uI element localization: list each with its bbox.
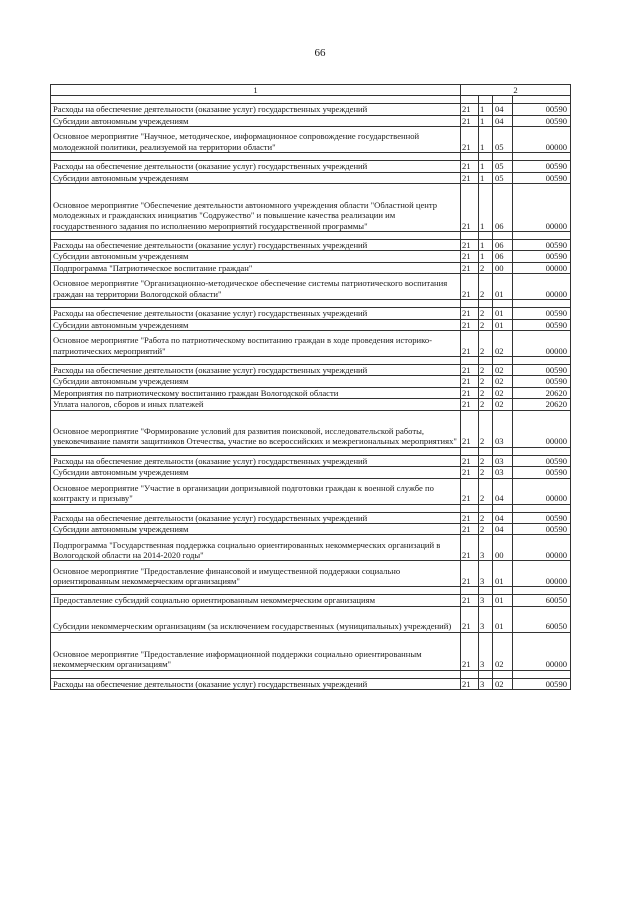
row-description: Основное мероприятие "Научное, методическое, информационное сопровождение государственной молодежной политики, реализуемой на территории области"	[51, 127, 461, 153]
row-code-c: 05	[493, 127, 513, 153]
row-code-a: 21	[461, 606, 479, 632]
row-code-a: 21	[461, 274, 479, 300]
row-code-c	[493, 153, 513, 161]
row-code-d: 00000	[513, 184, 571, 232]
row-code-c: 00	[493, 535, 513, 561]
row-code-c: 03	[493, 410, 513, 447]
row-description: Основное мероприятие "Организационно-методическое обеспечение системы патриотического воспитания граждан на территории Вологодской области"	[51, 274, 461, 300]
row-code-b	[479, 447, 493, 455]
row-code-c	[493, 587, 513, 595]
table-row	[51, 447, 571, 455]
table-row	[51, 595, 571, 606]
row-code-d: 00590	[513, 365, 571, 376]
row-code-c: 05	[493, 161, 513, 172]
row-code-b: 3	[479, 561, 493, 587]
row-code-a: 21	[461, 595, 479, 606]
row-code-a	[461, 96, 479, 104]
row-code-b	[479, 232, 493, 240]
row-code-d: 00590	[513, 319, 571, 330]
row-code-d	[513, 153, 571, 161]
row-code-d	[513, 96, 571, 104]
row-code-a: 21	[461, 161, 479, 172]
row-code-d: 00590	[513, 376, 571, 387]
table-row	[51, 670, 571, 678]
row-description: Субсидии некоммерческим организациям (за исключением государственных (муниципальных) учреждений)	[51, 606, 461, 632]
table-row	[51, 632, 571, 670]
row-description: Основное мероприятие "Предоставление финансовой и имущественной поддержки социально ориентированным некоммерческим организациям"	[51, 561, 461, 587]
row-description	[51, 670, 461, 678]
table-row	[51, 357, 571, 365]
row-code-c	[493, 670, 513, 678]
row-code-b: 3	[479, 632, 493, 670]
row-code-a: 21	[461, 262, 479, 273]
row-code-a: 21	[461, 365, 479, 376]
row-code-b: 2	[479, 387, 493, 398]
row-code-b	[479, 357, 493, 365]
row-code-b	[479, 670, 493, 678]
row-code-c: 06	[493, 240, 513, 251]
row-code-b: 2	[479, 308, 493, 319]
header-col-1: 1	[51, 85, 461, 96]
table-row	[51, 365, 571, 376]
row-code-b: 1	[479, 184, 493, 232]
row-code-d: 00000	[513, 262, 571, 273]
row-code-b: 2	[479, 410, 493, 447]
row-code-c: 02	[493, 678, 513, 689]
table-row	[51, 399, 571, 410]
row-code-c: 00	[493, 262, 513, 273]
row-code-c: 01	[493, 319, 513, 330]
row-code-a	[461, 357, 479, 365]
row-description: Субсидии автономным учреждениям	[51, 115, 461, 126]
row-code-a	[461, 670, 479, 678]
row-code-c: 06	[493, 251, 513, 262]
row-code-c: 04	[493, 115, 513, 126]
row-code-d: 60050	[513, 595, 571, 606]
row-description: Расходы на обеспечение деятельности (оказание услуг) государственных учреждений	[51, 240, 461, 251]
table-row	[51, 535, 571, 561]
row-description: Субсидии автономным учреждениям	[51, 251, 461, 262]
table-row	[51, 512, 571, 523]
row-code-b: 2	[479, 455, 493, 466]
page-number: 66	[314, 47, 326, 59]
row-code-b: 2	[479, 262, 493, 273]
row-code-a: 21	[461, 308, 479, 319]
row-code-c: 01	[493, 308, 513, 319]
row-code-b	[479, 153, 493, 161]
row-code-a: 21	[461, 331, 479, 357]
table-row	[51, 606, 571, 632]
table-row	[51, 115, 571, 126]
row-code-d: 00590	[513, 104, 571, 115]
row-description: Субсидии автономным учреждениям	[51, 523, 461, 534]
row-description: Расходы на обеспечение деятельности (оказание услуг) государственных учреждений	[51, 455, 461, 466]
row-code-b: 2	[479, 512, 493, 523]
row-code-c: 05	[493, 172, 513, 183]
row-description	[51, 357, 461, 365]
row-code-d: 00590	[513, 455, 571, 466]
row-code-b: 2	[479, 365, 493, 376]
row-description: Субсидии автономным учреждениям	[51, 319, 461, 330]
table-row	[51, 376, 571, 387]
row-code-b: 1	[479, 161, 493, 172]
row-code-d: 00590	[513, 523, 571, 534]
row-code-c: 02	[493, 331, 513, 357]
row-code-a: 21	[461, 127, 479, 153]
row-code-c: 02	[493, 632, 513, 670]
row-code-a: 21	[461, 184, 479, 232]
row-code-c: 06	[493, 184, 513, 232]
row-code-a: 21	[461, 467, 479, 478]
row-code-d: 00590	[513, 240, 571, 251]
row-code-b: 3	[479, 678, 493, 689]
row-code-b: 1	[479, 127, 493, 153]
row-code-a: 21	[461, 104, 479, 115]
row-code-a	[461, 232, 479, 240]
row-code-b: 3	[479, 606, 493, 632]
row-description	[51, 447, 461, 455]
row-code-b: 3	[479, 595, 493, 606]
row-code-c: 04	[493, 523, 513, 534]
row-code-b: 1	[479, 115, 493, 126]
row-code-b: 2	[479, 331, 493, 357]
row-description	[51, 232, 461, 240]
row-code-b: 2	[479, 319, 493, 330]
row-code-c: 03	[493, 455, 513, 466]
row-code-a: 21	[461, 561, 479, 587]
row-code-a: 21	[461, 319, 479, 330]
row-code-d: 00590	[513, 115, 571, 126]
row-code-c: 04	[493, 478, 513, 504]
row-code-d: 00000	[513, 561, 571, 587]
row-code-b: 2	[479, 467, 493, 478]
row-code-d: 00000	[513, 331, 571, 357]
table-row	[51, 153, 571, 161]
table-row	[51, 240, 571, 251]
row-code-d: 00000	[513, 478, 571, 504]
row-description: Субсидии автономным учреждениям	[51, 376, 461, 387]
row-description: Субсидии автономным учреждениям	[51, 172, 461, 183]
table-row	[51, 127, 571, 153]
table-row	[51, 678, 571, 689]
row-code-d: 00590	[513, 172, 571, 183]
table-row	[51, 308, 571, 319]
table-header-row	[51, 85, 571, 96]
row-code-c: 02	[493, 365, 513, 376]
row-code-a: 21	[461, 455, 479, 466]
row-code-d	[513, 232, 571, 240]
row-code-b: 3	[479, 535, 493, 561]
row-code-b	[479, 300, 493, 308]
row-description: Уплата налогов, сборов и иных платежей	[51, 399, 461, 410]
row-code-a: 21	[461, 399, 479, 410]
table-row	[51, 504, 571, 512]
row-code-a: 21	[461, 240, 479, 251]
row-description: Основное мероприятие "Предоставление информационной поддержки социально ориентированным некоммерческим организациям"	[51, 632, 461, 670]
row-description: Расходы на обеспечение деятельности (оказание услуг) государственных учреждений	[51, 678, 461, 689]
table-body	[51, 96, 571, 690]
row-code-d: 00590	[513, 467, 571, 478]
row-code-c: 02	[493, 387, 513, 398]
row-description: Основное мероприятие "Работа по патриотическому воспитанию граждан в ходе проведения историко-патриотических мероприятий"	[51, 331, 461, 357]
row-description	[51, 300, 461, 308]
row-code-d: 00590	[513, 308, 571, 319]
table-row	[51, 387, 571, 398]
row-code-c	[493, 232, 513, 240]
row-code-c	[493, 504, 513, 512]
row-code-c: 01	[493, 561, 513, 587]
row-code-b: 1	[479, 240, 493, 251]
row-code-a: 21	[461, 535, 479, 561]
row-code-c	[493, 300, 513, 308]
row-code-d	[513, 447, 571, 455]
table-row	[51, 331, 571, 357]
table-row	[51, 172, 571, 183]
row-code-c	[493, 357, 513, 365]
row-code-c: 04	[493, 104, 513, 115]
row-code-c	[493, 96, 513, 104]
table-row	[51, 319, 571, 330]
row-description: Расходы на обеспечение деятельности (оказание услуг) государственных учреждений	[51, 365, 461, 376]
table-row	[51, 523, 571, 534]
row-code-a: 21	[461, 251, 479, 262]
row-code-d: 20620	[513, 399, 571, 410]
row-code-a	[461, 300, 479, 308]
row-code-c: 02	[493, 376, 513, 387]
row-code-d: 00000	[513, 632, 571, 670]
row-code-d: 00000	[513, 127, 571, 153]
row-code-d	[513, 587, 571, 595]
row-code-a	[461, 447, 479, 455]
row-code-d	[513, 670, 571, 678]
table-row	[51, 478, 571, 504]
table-row	[51, 232, 571, 240]
row-description	[51, 153, 461, 161]
row-code-c: 03	[493, 467, 513, 478]
table-row	[51, 455, 571, 466]
row-code-b: 1	[479, 251, 493, 262]
row-code-b: 1	[479, 104, 493, 115]
table-row	[51, 96, 571, 104]
table-row	[51, 161, 571, 172]
row-code-a	[461, 504, 479, 512]
row-code-b: 1	[479, 172, 493, 183]
row-description: Расходы на обеспечение деятельности (оказание услуг) государственных учреждений	[51, 104, 461, 115]
row-code-b: 2	[479, 376, 493, 387]
row-code-a	[461, 153, 479, 161]
row-code-d	[513, 300, 571, 308]
row-code-d	[513, 504, 571, 512]
row-code-d: 60050	[513, 606, 571, 632]
header-col-2: 2	[461, 85, 571, 96]
row-description: Расходы на обеспечение деятельности (оказание услуг) государственных учреждений	[51, 308, 461, 319]
table-row	[51, 467, 571, 478]
row-description: Основное мероприятие "Обеспечение деятельности автономного учреждения области "Областной центр молодежных и гражданских инициатив "Содружество" и повышение качества реализации им государственного задания по исполнению мероприятий государственной программы"	[51, 184, 461, 232]
row-code-a: 21	[461, 410, 479, 447]
table-row	[51, 410, 571, 447]
row-description: Расходы на обеспечение деятельности (оказание услуг) государственных учреждений	[51, 512, 461, 523]
row-code-c: 02	[493, 399, 513, 410]
row-description: Мероприятия по патриотическому воспитанию граждан Вологодской области	[51, 387, 461, 398]
row-description: Основное мероприятие "Участие в организации допризывной подготовки граждан к военной службе по контракту и призыву"	[51, 478, 461, 504]
row-description: Основное мероприятие "Формирование условий для развития поисковой, исследовательской работы, увековечивание памяти защитников Отечества, участие во всероссийских и межрегиональных мероприятиях"	[51, 410, 461, 447]
row-description	[51, 587, 461, 595]
row-code-b: 2	[479, 274, 493, 300]
table-row	[51, 300, 571, 308]
row-code-d: 00000	[513, 274, 571, 300]
row-code-a: 21	[461, 172, 479, 183]
row-code-d: 00000	[513, 410, 571, 447]
row-description: Подпрограмма "Государственная поддержка социально ориентированных некоммерческих организаций в Вологодской области на 2014-2020 годы"	[51, 535, 461, 561]
row-code-d: 00590	[513, 251, 571, 262]
row-code-a: 21	[461, 523, 479, 534]
row-code-a: 21	[461, 632, 479, 670]
row-code-c: 04	[493, 512, 513, 523]
row-description: Подпрограмма "Патриотическое воспитание граждан"	[51, 262, 461, 273]
row-code-d: 00000	[513, 535, 571, 561]
row-code-b	[479, 96, 493, 104]
row-code-d: 00590	[513, 512, 571, 523]
row-code-b: 2	[479, 399, 493, 410]
table-row	[51, 184, 571, 232]
row-code-d: 20620	[513, 387, 571, 398]
row-code-b	[479, 587, 493, 595]
row-code-a: 21	[461, 512, 479, 523]
row-code-a	[461, 587, 479, 595]
table-row	[51, 251, 571, 262]
row-code-c: 01	[493, 274, 513, 300]
table-row	[51, 587, 571, 595]
row-code-a: 21	[461, 376, 479, 387]
row-description: Субсидии автономным учреждениям	[51, 467, 461, 478]
row-code-d: 00590	[513, 678, 571, 689]
row-code-b: 2	[479, 478, 493, 504]
row-code-b	[479, 504, 493, 512]
row-description: Расходы на обеспечение деятельности (оказание услуг) государственных учреждений	[51, 161, 461, 172]
row-code-d	[513, 357, 571, 365]
budget-classification-table	[50, 84, 571, 690]
row-code-b: 2	[479, 523, 493, 534]
row-code-a: 21	[461, 478, 479, 504]
row-code-d: 00590	[513, 161, 571, 172]
row-code-c: 01	[493, 595, 513, 606]
row-code-a: 21	[461, 678, 479, 689]
table-row	[51, 561, 571, 587]
table-row	[51, 262, 571, 273]
row-code-c	[493, 447, 513, 455]
row-description	[51, 96, 461, 104]
row-code-a: 21	[461, 387, 479, 398]
row-code-a: 21	[461, 115, 479, 126]
table-row	[51, 274, 571, 300]
row-description: Предоставление субсидий социально ориентированным некоммерческим организациям	[51, 595, 461, 606]
row-code-c: 01	[493, 606, 513, 632]
table-row	[51, 104, 571, 115]
row-description	[51, 504, 461, 512]
